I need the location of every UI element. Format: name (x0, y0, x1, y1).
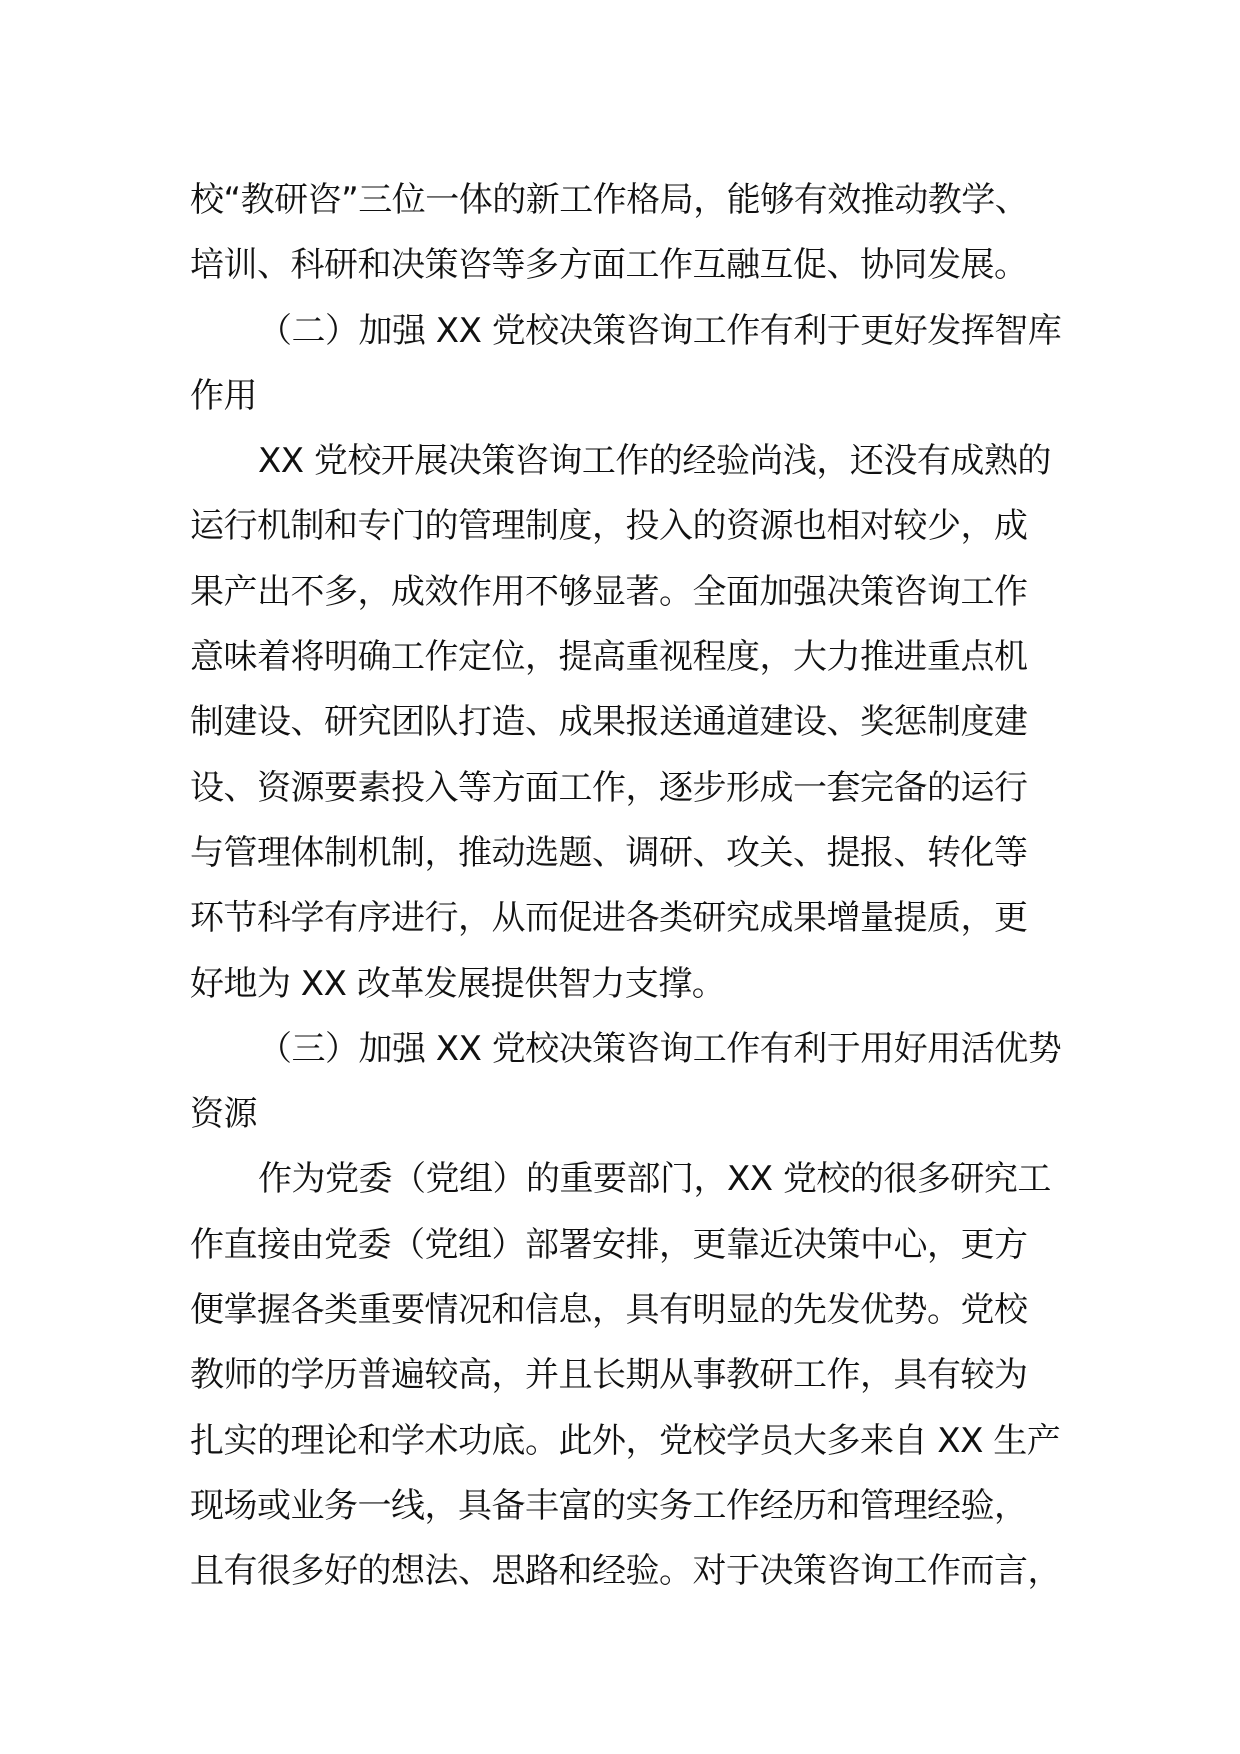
text-line: 好地为 XX 改革发展提供智力支撑。 (190, 963, 726, 1004)
section-heading-continued: 作用 (190, 375, 257, 416)
section-heading-continued: 资源 (190, 1094, 257, 1135)
text-line: 意味着将明确工作定位，提高重视程度，大力推进重点机 (190, 637, 1028, 678)
text-line: 现场或业务一线，具备丰富的实务工作经历和管理经验， (190, 1485, 1028, 1526)
text-line: 且有很多好的想法、思路和经验。对于决策咨询工作而言， (190, 1551, 1061, 1592)
text-line: 与管理体制机制，推动选题、调研、攻关、提报、转化等 (190, 832, 1028, 873)
text-line: 便掌握各类重要情况和信息，具有明显的先发优势。党校 (190, 1290, 1028, 1331)
text-line: 果产出不多，成效作用不够显著。全面加强决策咨询工作 (190, 571, 1028, 612)
text-line: 运行机制和专门的管理制度，投入的资源也相对较少，成 (190, 506, 1028, 547)
text-line: 培训、科研和决策咨等多方面工作互融互促、协同发展。 (190, 245, 1028, 286)
body-text (190, 168, 1070, 1605)
paragraph-start: 作为党委（党组）的重要部门，XX 党校的很多研究工 (258, 1159, 1051, 1200)
text-line: 作直接由党委（党组）部署安排，更靠近决策中心，更方 (190, 1224, 1028, 1265)
section-heading: （二）加强 XX 党校决策咨询工作有利于更好发挥智库 (258, 310, 1062, 351)
section-heading: （三）加强 XX 党校决策咨询工作有利于用好用活优势 (258, 1028, 1062, 1069)
text-line: 设、资源要素投入等方面工作，逐步形成一套完备的运行 (190, 767, 1028, 808)
text-line: 扎实的理论和学术功底。此外，党校学员大多来自 XX 生产 (190, 1420, 1061, 1461)
text-line: 教师的学历普遍较高，并且长期从事教研工作，具有较为 (190, 1355, 1028, 1396)
text-line: 环节科学有序进行，从而促进各类研究成果增量提质，更 (190, 898, 1028, 939)
text-line: 校“教研咨”三位一体的新工作格局，能够有效推动教学、 (190, 180, 1029, 220)
text-line: 制建设、研究团队打造、成果报送通道建设、奖惩制度建 (190, 702, 1028, 743)
paragraph-start: XX 党校开展决策咨询工作的经验尚浅，还没有成熟的 (258, 441, 1051, 482)
